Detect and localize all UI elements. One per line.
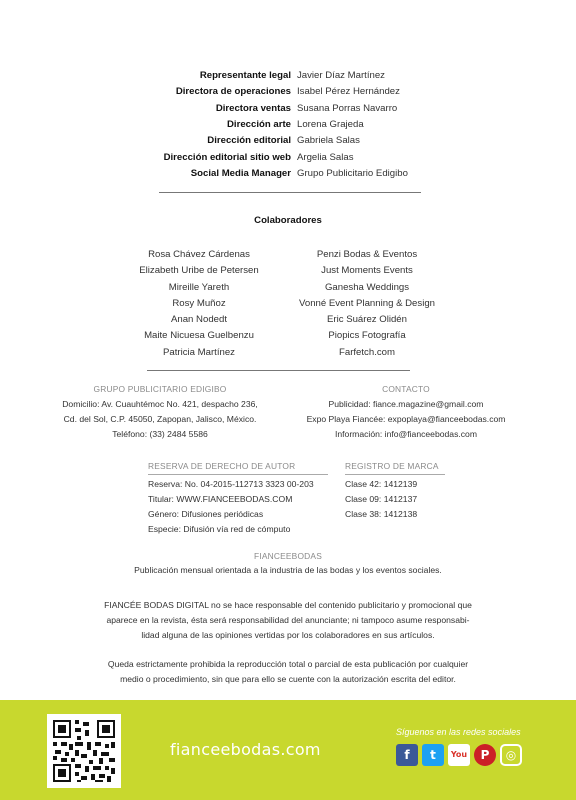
pinterest-icon[interactable]: P	[474, 744, 496, 766]
staff-role: Representante legal	[199, 70, 291, 81]
staff-role: Directora de operaciones	[175, 86, 291, 98]
staff-name: Gabriela Salas	[297, 135, 360, 147]
publication-info	[60, 551, 516, 578]
staff-role: Dirección editorial sitio web	[163, 151, 291, 163]
trademark-label: REGISTRO DE MARCA	[345, 461, 439, 471]
copyright-line: Reserva: No. 04-2015-112713 3323 00-203	[148, 479, 314, 489]
collaborators-right-column	[267, 247, 467, 361]
disclaimer-line: FIANCÉE BODAS DIGITAL no se hace responsable del contenido publicitario y promocional que	[104, 600, 472, 610]
collaborators-title: Colaboradores	[254, 215, 322, 226]
collaborator-name: Farfetch.com	[339, 346, 395, 358]
copyright-line: Género: Difusiones periódicas	[148, 509, 264, 519]
trademark-line: Clase 38: 1412138	[345, 509, 418, 519]
disclaimer-line: aparece en la revista, ésta será responsabilidad del anunciante; ni tampoco asume responsabi-	[106, 615, 470, 625]
disclaimer	[60, 598, 516, 643]
staff-row	[0, 133, 576, 149]
company-phone: Teléfono: (33) 2484 5586	[112, 429, 208, 439]
collaborator-name: Elizabeth Uribe de Petersen	[139, 265, 259, 277]
collaborator-name: Rosa Chávez Cárdenas	[148, 249, 250, 260]
staff-row	[0, 166, 576, 182]
youtube-icon[interactable]: You	[448, 744, 470, 766]
instagram-icon[interactable]: ◎	[500, 744, 522, 766]
collaborator-name: Anan Nodedt	[170, 314, 227, 326]
disclaimer-line: lidad alguna de las opiniones vertidas por los colaboradores en sus artículos.	[141, 630, 435, 640]
company-label: GRUPO PUBLICITARIO EDIGIBO	[93, 384, 227, 394]
facebook-icon[interactable]: f	[396, 744, 418, 766]
contact-info	[296, 384, 516, 442]
contact-line[interactable]: Expo Playa Fiancée: expoplaya@fianceebodas.com	[306, 414, 506, 424]
collaborator-name: Just Moments Events	[321, 265, 413, 277]
divider	[148, 474, 328, 475]
copyright-info	[148, 461, 328, 537]
staff-role: Dirección editorial	[207, 135, 291, 147]
staff-row	[0, 84, 576, 100]
contact-line[interactable]: Información: info@fianceebodas.com	[334, 429, 477, 439]
qr-code-graphic	[47, 714, 121, 788]
company-info	[40, 384, 280, 442]
copyright-line: Especie: Difusión vía red de cómputo	[148, 524, 291, 534]
collaborator-name: Maite Nicuesa Guelbenzu	[144, 330, 254, 342]
collaborator-name: Patricia Martínez	[163, 346, 235, 358]
publication-label: FIANCEEBODAS	[253, 551, 323, 561]
staff-name: Javier Díaz Martínez	[297, 70, 385, 81]
site-url[interactable]: fianceebodas.com	[170, 740, 321, 759]
staff-row	[0, 68, 576, 84]
contact-line[interactable]: Publicidad: fiance.magazine@gmail.com	[328, 399, 484, 409]
copyright-line: Titular: WWW.FIANCEEBODAS.COM	[148, 494, 293, 504]
divider	[345, 474, 445, 475]
reproduction-notice	[60, 657, 516, 687]
staff-name: Susana Porras Navarro	[297, 102, 398, 114]
collaborator-name: Eric Suárez Olidén	[327, 314, 407, 326]
collaborator-name: Piopics Fotografía	[328, 330, 406, 342]
trademark-line: Clase 42: 1412139	[345, 479, 418, 489]
staff-name: Argelia Salas	[297, 151, 354, 163]
staff-name: Lorena Grajeda	[297, 118, 364, 130]
reproduction-line: Queda estrictamente prohibida la reproducción total o parcial de esta publicación por cualquier	[107, 659, 469, 669]
contact-label: CONTACTO	[382, 384, 430, 394]
copyright-label: RESERVA DE DERECHO DE AUTOR	[148, 461, 296, 471]
collaborator-name: Rosy Muñoz	[172, 297, 226, 309]
footer-bar	[0, 700, 576, 800]
staff-name: Isabel Pérez Hernández	[297, 86, 400, 98]
trademark-info	[345, 461, 455, 522]
trademark-line: Clase 09: 1412137	[345, 494, 418, 504]
reproduction-line: medio o procedimiento, sin que para ello se cuente con la autorización escrita del editor.	[120, 674, 456, 684]
collaborator-name: Mireille Yareth	[168, 281, 230, 293]
staff-row	[0, 117, 576, 133]
staff-name: Grupo Publicitario Edigibo	[297, 167, 408, 179]
qr-code[interactable]	[47, 714, 121, 788]
company-address-line: Domicilio: Av. Cuauhtémoc No. 421, despacho 236,	[62, 399, 258, 409]
twitter-icon[interactable]: t	[422, 744, 444, 766]
social-label: Síguenos en las redes sociales	[396, 727, 521, 737]
divider	[147, 370, 410, 371]
divider	[159, 192, 421, 193]
staff-row	[0, 150, 576, 166]
company-address-line: Cd. del Sol, C.P. 45050, Zapopan, Jalisco, México.	[63, 414, 257, 424]
staff-role: Social Media Manager	[190, 167, 291, 179]
collaborator-name: Vonné Event Planning & Design	[298, 297, 435, 309]
staff-row	[0, 101, 576, 117]
staff-role: Dirección arte	[227, 118, 291, 130]
staff-role: Directora ventas	[215, 102, 291, 114]
collaborator-name: Penzi Bodas & Eventos	[316, 249, 418, 260]
collaborator-name: Ganesha Weddings	[324, 281, 410, 293]
publication-description: Publicación mensual orientada a la industria de las bodas y los eventos sociales.	[134, 565, 442, 575]
